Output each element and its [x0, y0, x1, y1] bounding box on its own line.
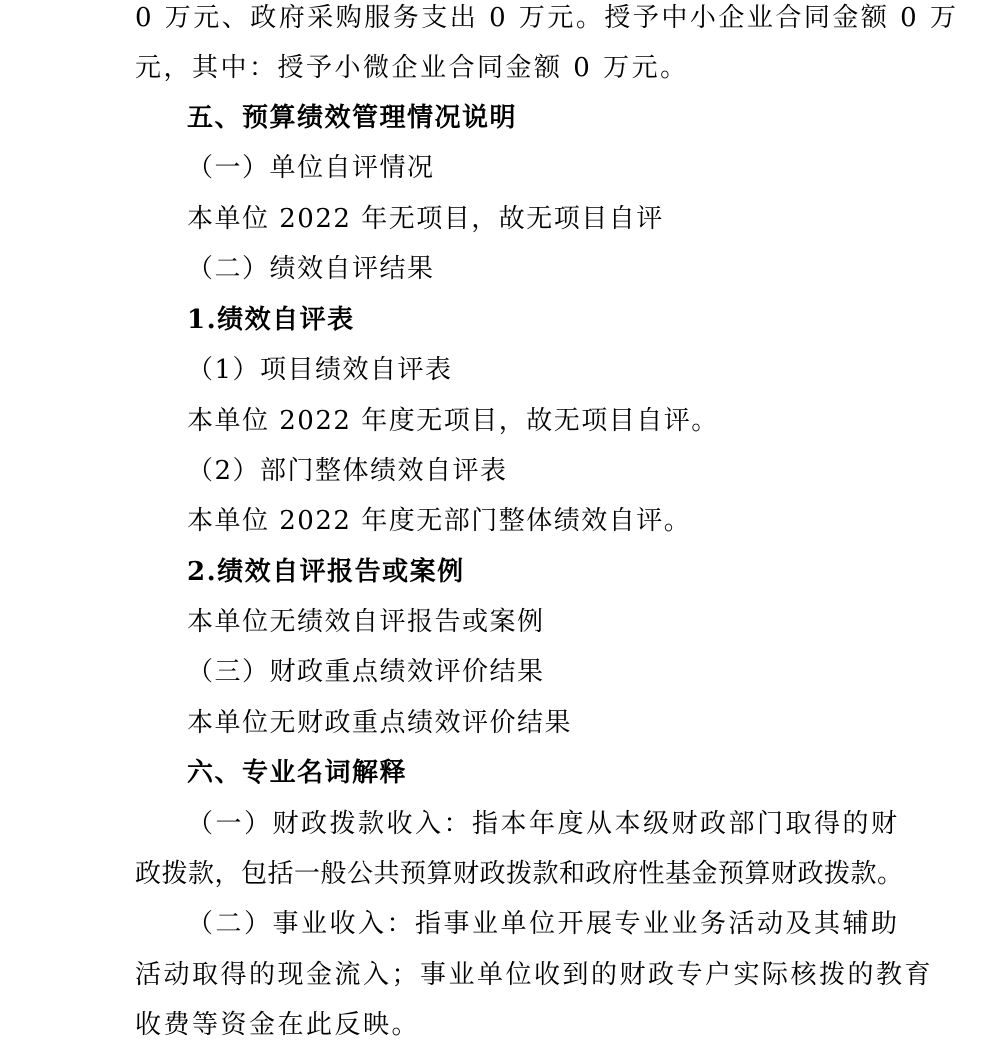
- definition-line: 活动取得的现金流入；事业单位收到的财政专户实际核拨的教育: [135, 960, 934, 990]
- subsection-heading: （二）绩效自评结果: [187, 254, 435, 284]
- paragraph-line: 本单位无财政重点绩效评价结果: [187, 708, 573, 738]
- definition-line: （二）事业收入：指事业单位开展专业业务活动及其辅助: [187, 909, 900, 939]
- paragraph-line: 元，其中：授予小微企业合同金额 0 万元。: [135, 53, 689, 83]
- paragraph-line: 0 万元、政府采购服务支出 0 万元。授予中小企业合同金额 0 万: [135, 3, 959, 33]
- paragraph-line: 本单位 2022 年无项目，故无项目自评: [187, 204, 664, 234]
- subsection-heading: （三）财政重点绩效评价结果: [187, 657, 545, 687]
- definition-line: 收费等资金在此反映。: [135, 1010, 421, 1040]
- item-heading: 2.绩效自评报告或案例: [187, 557, 465, 587]
- paragraph-line: 本单位无绩效自评报告或案例: [187, 607, 545, 637]
- section-heading: 六、专业名词解释: [187, 758, 408, 788]
- definition-line: 政拨款，包括一般公共预算财政拨款和政府性基金预算财政拨款。: [135, 859, 904, 889]
- paragraph-line: 本单位 2022 年度无项目，故无项目自评。: [187, 406, 719, 436]
- item-heading: 1.绩效自评表: [187, 305, 355, 335]
- subsection-heading: （一）单位自评情况: [187, 153, 435, 183]
- subitem-heading: （1）项目绩效自评表: [187, 355, 453, 385]
- definition-line: （一）财政拨款收入：指本年度从本级财政部门取得的财: [187, 809, 900, 839]
- section-heading: 五、预算绩效管理情况说明: [187, 103, 518, 133]
- paragraph-line: 本单位 2022 年度无部门整体绩效自评。: [187, 506, 692, 536]
- subitem-heading: （2）部门整体绩效自评表: [187, 456, 508, 486]
